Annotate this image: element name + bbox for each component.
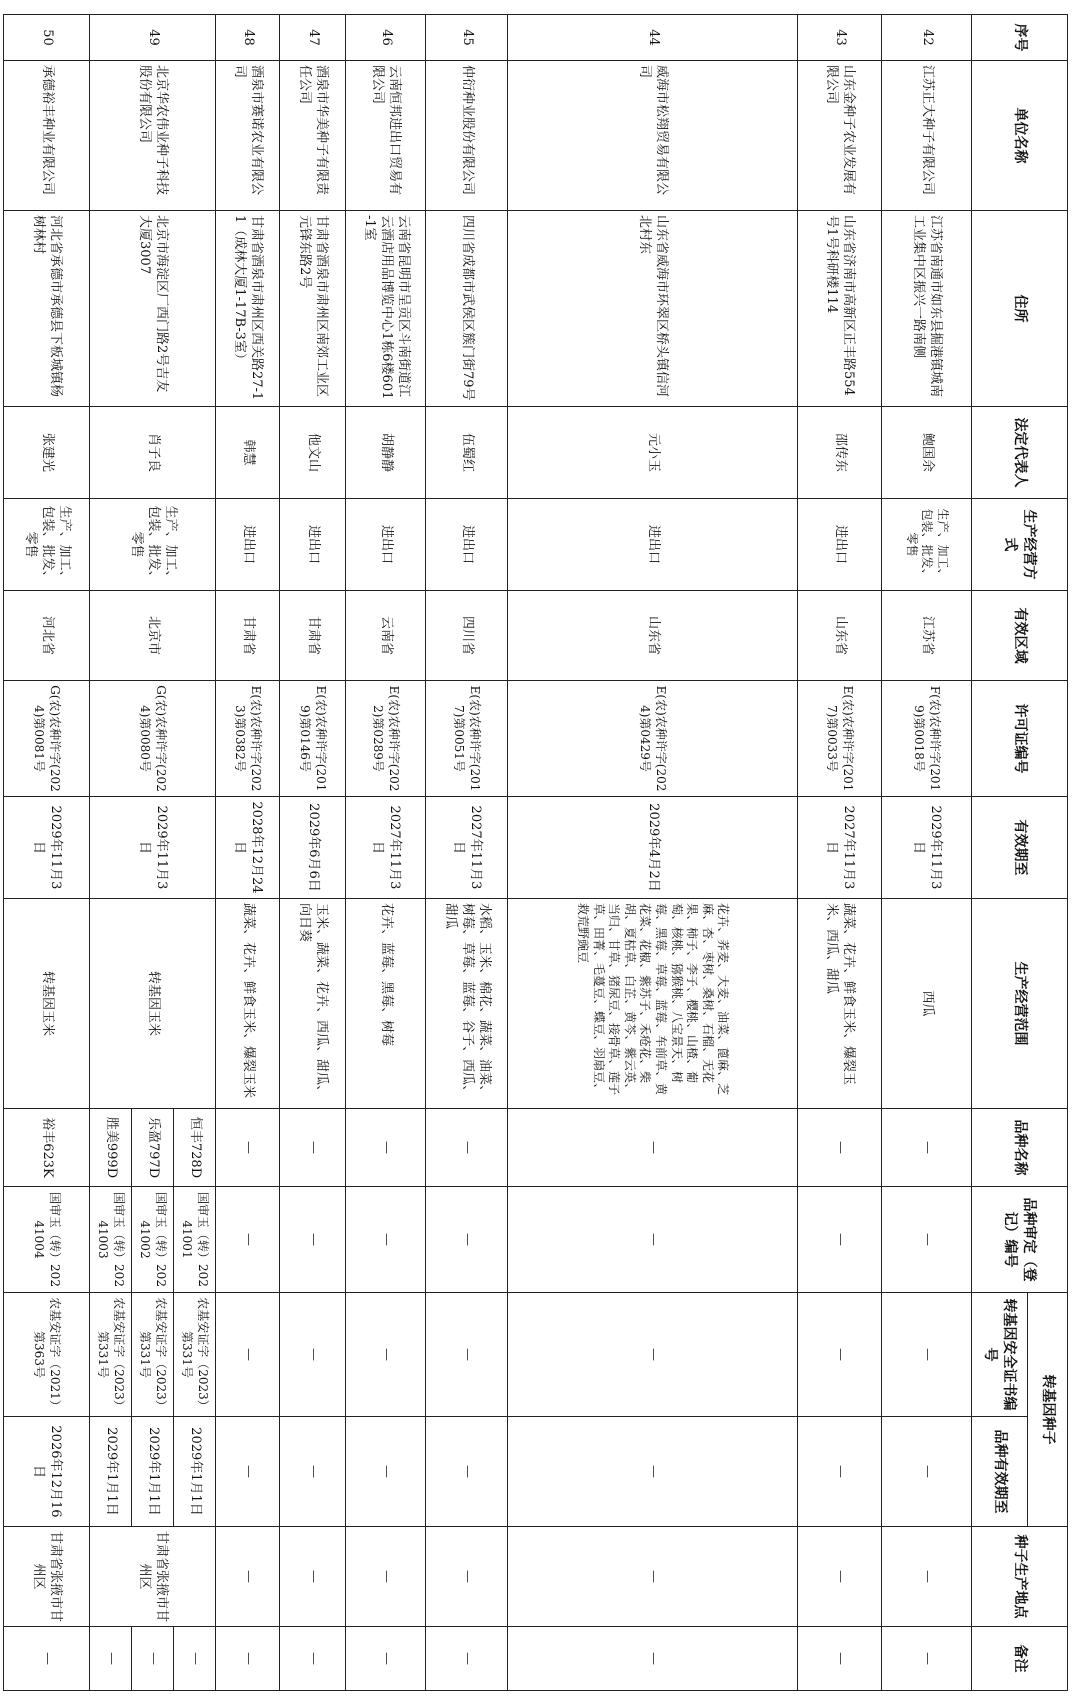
cell-remark: — [280,1627,346,1691]
cell-region: 江苏省 [882,591,972,681]
cell-address: 云南省昆明市呈贡区斗南街道江云酒店用品博览中心1栋6楼601-1室 [346,211,426,407]
cell-address: 河北省承德市承德县下板城镇杨树林村 [4,211,90,407]
cell-cert-no: 农基安证字（2023）第331号 [132,1293,174,1417]
cell-variety-name: 胜美999D [90,1109,132,1187]
cell-license: E(农)农种许字(2024)第0429号 [508,681,798,797]
cell-mode: 生产、加工、包装、批发、零售 [882,499,972,591]
cell-valid-until: 2027年11月3日 [426,797,508,899]
cell-region: 甘肃省 [280,591,346,681]
table-row [798,15,882,1691]
cell-variety-valid: — [882,1417,972,1527]
header-remark: 备注 [972,1627,1068,1691]
header-address: 住所 [972,211,1068,407]
cell-variety-valid: — [280,1417,346,1527]
cell-seed-location: — [798,1527,882,1627]
cell-region: 山东省 [508,591,798,681]
cell-cert-no: — [882,1293,972,1417]
cell-name: 云南恒邦进出口贸易有限公司 [346,61,426,211]
cell-variety-valid: 2029年1月1日 [174,1417,216,1527]
cell-name: 山东金种子农业发展有限公司 [798,61,882,211]
cell-seq: 47 [280,15,346,61]
header-name: 单位名称 [972,61,1068,211]
cell-variety-name: 裕丰623K [4,1109,90,1187]
cell-license: E(农)农种许字(2019)第0146号 [280,681,346,797]
cell-license: E(农)农种许字(2022)第0289号 [346,681,426,797]
cell-valid-until: 2029年4月2日 [508,797,798,899]
cell-region: 四川省 [426,591,508,681]
cell-valid-until: 2027年11月3日 [346,797,426,899]
cell-rep: 胡静静 [346,407,426,499]
cell-name: 酒泉市华美种子有限责任公司 [280,61,346,211]
cell-name: 仲衍种业股份有限公司 [426,61,508,211]
cell-seq: 44 [508,15,798,61]
cell-valid-until: 2029年11月3日 [90,797,216,899]
cell-scope: 水稻、玉米、棉花、蔬菜、油菜、树莓、草莓、蓝莓、谷子、西瓜、甜瓜 [426,899,508,1109]
header-approval-no: 品种审定（登记）编号 [972,1187,1068,1293]
cell-address: 四川省成都市武侯区簇门街79号 [426,211,508,407]
cell-rep: 鲍国余 [882,407,972,499]
cell-scope: 西瓜 [882,899,972,1109]
header-seq: 序号 [972,15,1068,61]
cell-variety-name: — [508,1109,798,1187]
cell-remark: — [508,1627,798,1691]
cell-rep: 肖子良 [90,407,216,499]
cell-variety-name: — [216,1109,280,1187]
header-seed-location: 种子生产地点 [972,1527,1068,1627]
cell-mode: 生产、加工、包装、批发、零售 [90,499,216,591]
cell-mode: 进出口 [508,499,798,591]
cell-approval-no: 国审玉（转）20241003 [90,1187,132,1293]
cell-seed-location: — [280,1527,346,1627]
cell-seed-location: 甘肃省张掖市甘州区 [4,1527,90,1627]
cell-name: 威海市松翔贸易有限公司 [508,61,798,211]
cell-address: 北京市海淀区厂西门路2号吉友大厦3007 [90,211,216,407]
cell-seed-location: — [346,1527,426,1627]
table-row [426,15,508,1691]
cell-cert-no: — [216,1293,280,1417]
cell-variety-name: — [346,1109,426,1187]
cell-rep: 伍蜀红 [426,407,508,499]
cell-scope: 转基因玉米 [4,899,90,1109]
cell-cert-no: — [798,1293,882,1417]
cell-approval-no: — [426,1187,508,1293]
cell-variety-valid: — [346,1417,426,1527]
cell-variety-name: 恒丰728D [174,1109,216,1187]
cell-scope: 蔬菜、花卉、鲜食玉米、爆裂玉米 [216,899,280,1109]
table-row [508,15,798,1691]
cell-seq: 49 [90,15,216,61]
cell-name: 北京华农伟业种子科技股份有限公司 [90,61,216,211]
cell-cert-no: 农基安证字（2023）第331号 [174,1293,216,1417]
cell-valid-until: 2029年6月6日 [280,797,346,899]
cell-seed-location: — [216,1527,280,1627]
cell-name: 酒泉市赛诺农业有限公司 [216,61,280,211]
cell-variety-valid: — [798,1417,882,1527]
cell-license: F(农)农种许字(2019)第0018号 [882,681,972,797]
cell-remark: — [4,1627,90,1691]
table-row [882,15,972,1691]
cell-seq: 42 [882,15,972,61]
cell-cert-no: — [426,1293,508,1417]
cell-cert-no: 农基安证字（2023）第331号 [90,1293,132,1417]
cell-approval-no: — [798,1187,882,1293]
cell-remark: — [174,1627,216,1691]
cell-seq: 46 [346,15,426,61]
cell-valid-until: 2029年11月3日 [4,797,90,899]
cell-approval-no: — [346,1187,426,1293]
table-row [216,15,280,1691]
seed-license-table [3,14,1068,1691]
cell-scope: 花卉、蓝莓、黑莓、树莓 [346,899,426,1109]
header-variety-name: 品种名称 [972,1109,1068,1187]
cell-seed-location: — [882,1527,972,1627]
cell-scope: 玉米、蔬菜、花卉、西瓜、甜瓜、向日葵 [280,899,346,1109]
cell-seed-location: — [508,1527,798,1627]
table-row [4,15,90,1691]
cell-valid-until: 2027年11月3日 [798,797,882,899]
header-rep: 法定代表人 [972,407,1068,499]
cell-license: E(农)农种许字(2017)第0051号 [426,681,508,797]
cell-variety-name: 乐盈797D [132,1109,174,1187]
cell-variety-name: — [882,1109,972,1187]
cell-approval-no: — [280,1187,346,1293]
cell-valid-until: 2029年11月3日 [882,797,972,899]
cell-rep: 元小玉 [508,407,798,499]
cell-variety-valid: — [508,1417,798,1527]
cell-region: 河北省 [4,591,90,681]
cell-scope: 蔬菜、花卉、鲜食玉米、爆裂玉米、西瓜、甜瓜 [798,899,882,1109]
cell-variety-name: — [426,1109,508,1187]
cell-approval-no: 国审玉（转）20241001 [174,1187,216,1293]
cell-rep: 张建光 [4,407,90,499]
cell-address: 山东省济南市高新区正丰路554号1号科研楼114 [798,211,882,407]
cell-variety-valid: — [426,1417,508,1527]
cell-license: G(农)农种许字(2024)第0081号 [4,681,90,797]
cell-mode: 进出口 [280,499,346,591]
cell-seed-location: — [426,1527,508,1627]
cell-seq: 50 [4,15,90,61]
table-row [174,15,216,1691]
cell-rep: 邵传东 [798,407,882,499]
cell-remark: — [216,1627,280,1691]
cell-variety-valid: 2026年12月16日 [4,1417,90,1527]
cell-remark: — [426,1627,508,1691]
cell-seq: 45 [426,15,508,61]
cell-approval-no: 国审玉（转）20241004 [4,1187,90,1293]
cell-license: G(农)农种许字(2024)第0080号 [90,681,216,797]
cell-address: 甘肃省酒泉市肃州区西关路27-11（成林大厦1-17B-3室） [216,211,280,407]
header-variety-valid: 品种有效期至 [972,1417,1028,1527]
header-license: 许可证编号 [972,681,1068,797]
cell-seq: 48 [216,15,280,61]
cell-scope: 转基因玉米 [90,899,216,1109]
cell-address: 山东省威海市环翠区桥头镇信河北村东 [508,211,798,407]
cell-seed-location: 甘肃省张掖市甘州区 [90,1527,216,1627]
header-region: 有效区域 [972,591,1068,681]
cell-region: 甘肃省 [216,591,280,681]
cell-seq: 43 [798,15,882,61]
cell-scope: 花卉、荞麦、大麦、油菜、蓖麻、芝麻、杏、枣树、桑树、石榴、无花果、柿子、李子、樱桃、山楂、葡萄、核桃、猕猴桃、八宝景天、树莓、黑莓、草莓、蓝莓、车前草、黄花菜、花椒、紫苏子、禾疮花、柴胡、夏枯草、白芷、黄芩、紫云英、当归、甘草、猪尿豆、接骨草、莲子草、田菁、毛蔓豆、蝶豆、羽扇豆、救荒野豌豆 [508,899,798,1109]
cell-variety-valid: — [216,1417,280,1527]
header-mode: 生产经营方式 [972,499,1068,591]
cell-variety-valid: 2029年1月1日 [90,1417,132,1527]
cell-rep: 他文山 [280,407,346,499]
cell-license: E(农)农种许字(2023)第0382号 [216,681,280,797]
cell-variety-name: — [280,1109,346,1187]
cell-name: 江苏正大种子有限公司 [882,61,972,211]
cell-approval-no: — [216,1187,280,1293]
cell-mode: 进出口 [346,499,426,591]
header-transgenic-group: 转基因种子 [1028,1293,1068,1527]
cell-address: 江苏省南通市如东县掘港镇城南工业集中区振兴一路南侧 [882,211,972,407]
cell-variety-name: — [798,1109,882,1187]
cell-mode: 进出口 [426,499,508,591]
table-row [346,15,426,1691]
cell-cert-no: — [346,1293,426,1417]
cell-license: E(农)农种许字(2017)第0033号 [798,681,882,797]
cell-variety-valid: 2029年1月1日 [132,1417,174,1527]
cell-mode: 进出口 [798,499,882,591]
cell-remark: — [346,1627,426,1691]
cell-region: 山东省 [798,591,882,681]
cell-approval-no: 国审玉（转）20241002 [132,1187,174,1293]
cell-region: 云南省 [346,591,426,681]
header-valid-until: 有效期至 [972,797,1068,899]
header-cert-no: 转基因安全证书编号 [972,1293,1028,1417]
cell-cert-no: 农基安证字（2021）第363号 [4,1293,90,1417]
cell-name: 承德裕丰种业有限公司 [4,61,90,211]
cell-remark: — [90,1627,132,1691]
cell-region: 北京市 [90,591,216,681]
cell-cert-no: — [280,1293,346,1417]
cell-remark: — [882,1627,972,1691]
cell-address: 甘肃省酒泉市肃州区南郊工业区元锋东路2号 [280,211,346,407]
table-row [280,15,346,1691]
cell-cert-no: — [508,1293,798,1417]
cell-remark: — [132,1627,174,1691]
header-scope: 生产经营范围 [972,899,1068,1109]
cell-valid-until: 2028年12月24日 [216,797,280,899]
cell-approval-no: — [882,1187,972,1293]
cell-mode: 生产、加工、包装、批发、零售 [4,499,90,591]
cell-approval-no: — [508,1187,798,1293]
cell-mode: 进出口 [216,499,280,591]
cell-rep: 韩慧 [216,407,280,499]
cell-remark: — [798,1627,882,1691]
